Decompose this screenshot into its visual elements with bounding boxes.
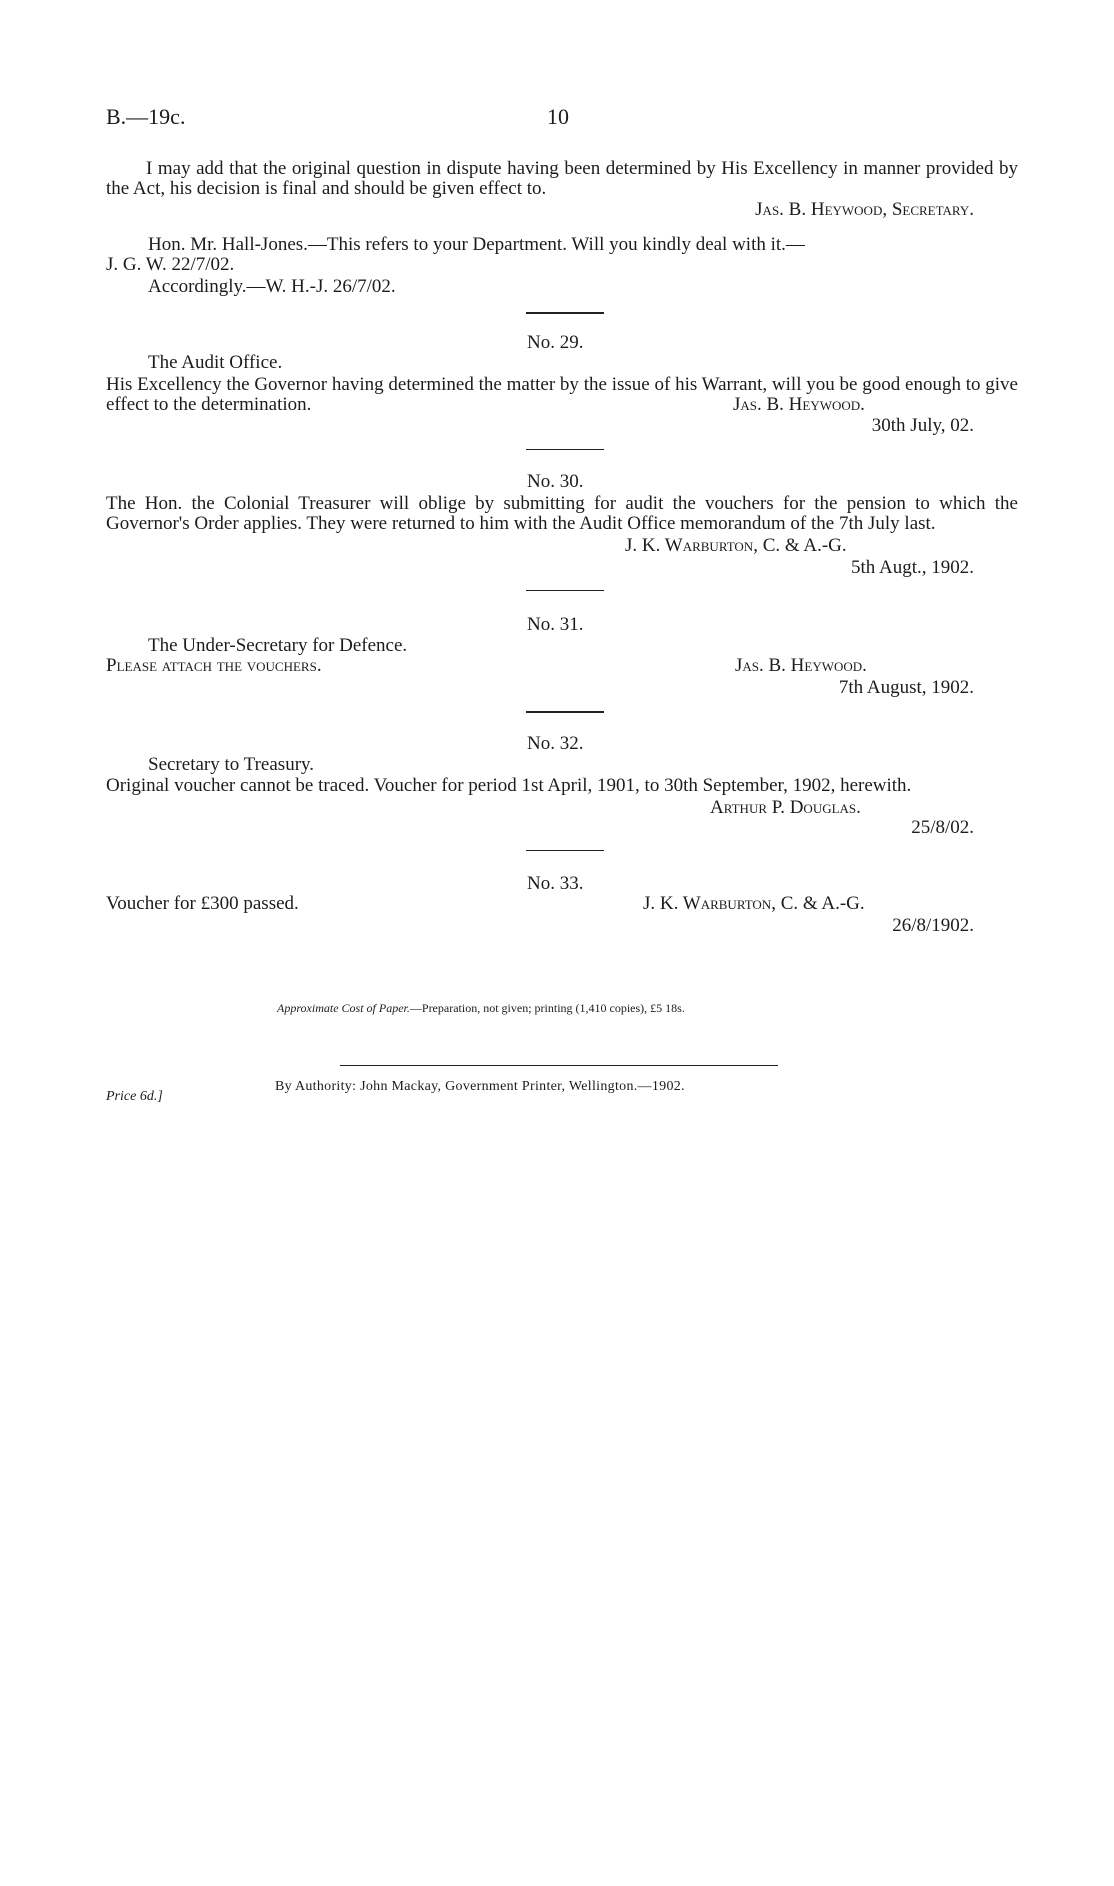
no31-heading: No. 31. xyxy=(527,614,584,635)
cost-of-paper xyxy=(277,998,685,1018)
printer-authority: By Authority: John Mackay, Government Printer, Wellington.—1902. xyxy=(275,1079,685,1094)
no32-heading: No. 32. xyxy=(527,733,584,754)
minute-line-1: Hon. Mr. Hall-Jones.—This refers to your Department. Will you kindly deal with it.— xyxy=(148,234,805,255)
no32-addressee: Secretary to Treasury. xyxy=(148,754,315,775)
no30-signature: J. K. Warburton, C. & A.-G. xyxy=(625,535,847,556)
cost-text: —Preparation, not given; printing (1,410 copies), £5 18s. xyxy=(409,1001,685,1015)
minute-line-2: J. G. W. 22/7/02. xyxy=(106,254,235,275)
no32-signature: Arthur P. Douglas. xyxy=(710,797,861,818)
no31-addressee: The Under-Secretary for Defence. xyxy=(148,635,408,656)
document-reference: B.—19c. xyxy=(106,104,186,129)
no29-text: His Excellency the Governor having determined the matter by the issue of his Warrant, will you be good enough to give effect to the determination. xyxy=(106,374,1018,415)
no33-text: Voucher for £300 passed. xyxy=(106,893,299,914)
no30-text: The Hon. the Colonial Treasurer will oblige by submitting for audit the vouchers for the pension to which the Governor's Order applies. They were returned to him with the Audit Office memorandum of the 7th July last. xyxy=(106,493,1018,534)
intro-signature: Jas. B. Heywood, Secretary. xyxy=(755,199,974,220)
no33-heading: No. 33. xyxy=(527,873,584,894)
divider-rule xyxy=(526,850,604,851)
minute-line-3: Accordingly.—W. H.-J. 26/7/02. xyxy=(148,276,396,297)
intro-paragraph: I may add that the original question in dispute having been determined by His Excellency in manner provided by the Act, his decision is final and should be given effect to. xyxy=(106,158,1018,199)
no32-date: 25/8/02. xyxy=(911,817,974,838)
divider-rule xyxy=(526,590,604,591)
page-number: 10 xyxy=(547,104,569,129)
no30-heading: No. 30. xyxy=(527,471,584,492)
no31-text-content: Please attach the vouchers. xyxy=(106,655,322,676)
no29-addressee: The Audit Office. xyxy=(148,352,283,373)
price xyxy=(106,1087,163,1107)
footer-rule xyxy=(340,1065,778,1066)
no29-date: 30th July, 02. xyxy=(871,415,974,436)
cost-label: Approximate Cost of Paper. xyxy=(277,1001,410,1015)
no33-date: 26/8/1902. xyxy=(892,915,974,936)
no32-text: Original voucher cannot be traced. Voucher for period 1st April, 1901, to 30th September, 1902, herewith. xyxy=(106,775,912,796)
no31-text xyxy=(106,656,322,676)
divider-rule xyxy=(526,711,604,713)
no29-signature: Jas. B. Heywood. xyxy=(733,394,865,415)
no31-signature: Jas. B. Heywood. xyxy=(735,655,867,676)
no29-heading: No. 29. xyxy=(527,332,584,353)
no31-date: 7th August, 1902. xyxy=(838,677,974,698)
no33-signature: J. K. Warburton, C. & A.-G. xyxy=(643,893,865,914)
price-text: Price 6d.] xyxy=(106,1089,163,1104)
no30-date: 5th Augt., 1902. xyxy=(851,557,974,578)
divider-rule xyxy=(526,312,604,314)
divider-rule xyxy=(526,449,604,450)
